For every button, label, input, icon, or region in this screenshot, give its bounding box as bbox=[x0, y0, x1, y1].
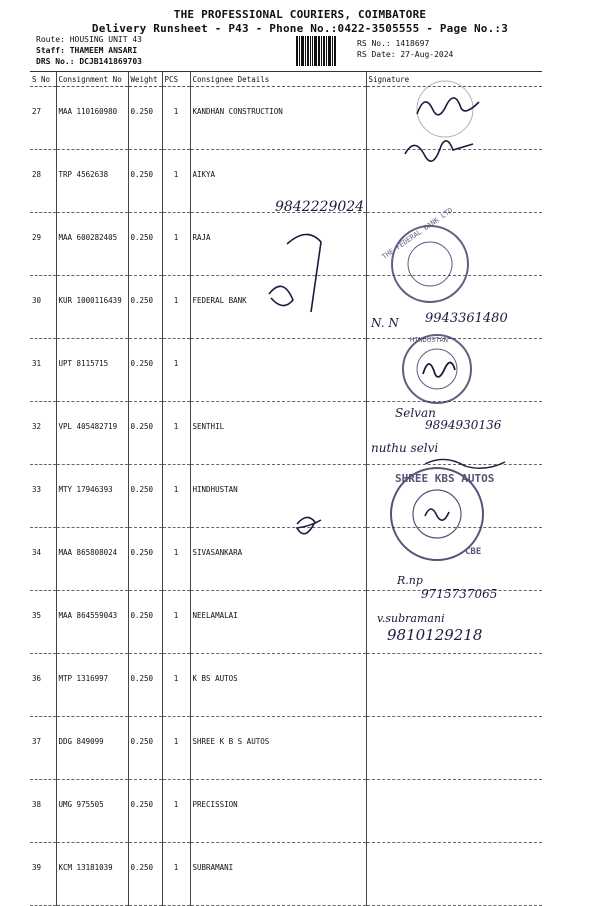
row-signature-cell bbox=[366, 843, 542, 906]
rs-date-value: 27-Aug-2024 bbox=[400, 50, 454, 59]
table-row bbox=[30, 780, 542, 843]
row-consignment-no: UMG 975505 bbox=[56, 780, 128, 843]
row-consignee-name: RAJA bbox=[190, 213, 366, 276]
row-sno: 36 bbox=[30, 654, 56, 717]
runsheet-subtitle: Delivery Runsheet - P43 - Phone No.:0422-3505555 - Page No.:3 bbox=[91, 22, 509, 35]
row-sno: 35 bbox=[30, 591, 56, 654]
rs-date-label: RS Date: bbox=[357, 50, 396, 59]
table-row bbox=[30, 276, 542, 339]
row-pcs: 1 bbox=[162, 465, 190, 528]
route-value: HOUSING UNIT 43 bbox=[69, 35, 142, 44]
row-weight: 0.250 bbox=[128, 654, 162, 717]
row-consignee-name: NEELAMALAI bbox=[190, 591, 366, 654]
col-pcs-header: PCS bbox=[162, 72, 190, 87]
row-consignment-no: MAA 865808024 bbox=[56, 528, 128, 591]
rs-date-info bbox=[357, 49, 453, 60]
stamp-kbs-city-text: CBE bbox=[465, 547, 482, 557]
row-consignee-name: HINDHUSTAN bbox=[190, 465, 366, 528]
col-weight-header: Weight bbox=[128, 72, 162, 87]
row-signature-cell bbox=[366, 402, 542, 465]
signature-raja-phone: 9842229024 bbox=[275, 199, 365, 215]
signature-senthil-name: N. N bbox=[371, 316, 399, 330]
drs-label: DRS No.: bbox=[36, 57, 75, 66]
row-pcs: 1 bbox=[162, 87, 190, 150]
row-sno: 37 bbox=[30, 717, 56, 780]
row-weight: 0.250 bbox=[128, 528, 162, 591]
row-weight: 0.250 bbox=[128, 717, 162, 780]
signature-senthil-phone: 9943361480 bbox=[425, 311, 508, 326]
signature-precission-name: R.np bbox=[397, 574, 423, 587]
row-signature-cell bbox=[366, 654, 542, 717]
row-weight: 0.250 bbox=[128, 591, 162, 654]
row-consignee-name: AIKYA bbox=[190, 150, 366, 213]
row-consignment-no: UPT 8115715 bbox=[56, 339, 128, 402]
company-title: THE PROFESSIONAL COURIERS, COIMBATORE bbox=[173, 8, 427, 21]
row-signature-cell bbox=[366, 717, 542, 780]
row-weight: 0.250 bbox=[128, 465, 162, 528]
signature-neelamalai: nuthu selvi bbox=[371, 441, 439, 455]
row-pcs: 1 bbox=[162, 591, 190, 654]
row-pcs: 1 bbox=[162, 654, 190, 717]
row-signature-cell bbox=[366, 213, 542, 276]
table-row bbox=[30, 591, 542, 654]
row-pcs: 1 bbox=[162, 717, 190, 780]
table-row bbox=[30, 339, 542, 402]
signature-sivasankara-name: Selvan bbox=[395, 406, 436, 420]
row-consignment-no: MTP 1316997 bbox=[56, 654, 128, 717]
col-consignee-header: Consignee Details bbox=[190, 72, 366, 87]
row-consignment-no: MAA 110160980 bbox=[56, 87, 128, 150]
col-signature-header: Signature bbox=[366, 72, 542, 87]
rs-no-label: RS No.: bbox=[357, 39, 391, 48]
row-pcs: 1 bbox=[162, 213, 190, 276]
row-consignment-no: KUR 1000116439 bbox=[56, 276, 128, 339]
row-sno: 29 bbox=[30, 213, 56, 276]
row-signature-cell bbox=[366, 87, 542, 150]
route-label: Route: bbox=[36, 35, 65, 44]
row-consignee-name: SHREE K B S AUTOS bbox=[190, 717, 366, 780]
barcode-image bbox=[296, 36, 346, 66]
row-pcs: 1 bbox=[162, 402, 190, 465]
row-sno: 32 bbox=[30, 402, 56, 465]
table-row bbox=[30, 213, 542, 276]
row-sno: 27 bbox=[30, 87, 56, 150]
row-sno: 38 bbox=[30, 780, 56, 843]
col-consignment-header: Consignment No bbox=[56, 72, 128, 87]
signature-precission-phone: 9715737065 bbox=[421, 587, 498, 601]
signature-subramani-name: v.subramani bbox=[377, 612, 445, 625]
row-consignee-name: SENTHIL bbox=[190, 402, 366, 465]
row-consignee-name: SIVASANKARA bbox=[190, 528, 366, 591]
row-weight: 0.250 bbox=[128, 213, 162, 276]
row-sno: 28 bbox=[30, 150, 56, 213]
drs-value: DCJB141869703 bbox=[79, 57, 142, 66]
row-consignee-name: PRECISSION bbox=[190, 780, 366, 843]
row-pcs: 1 bbox=[162, 780, 190, 843]
row-consignment-no: TRP 4562638 bbox=[56, 150, 128, 213]
row-pcs: 1 bbox=[162, 528, 190, 591]
runsheet-table bbox=[30, 71, 542, 906]
row-sno: 33 bbox=[30, 465, 56, 528]
row-weight: 0.250 bbox=[128, 150, 162, 213]
row-weight: 0.250 bbox=[128, 276, 162, 339]
table-row bbox=[30, 843, 542, 906]
row-consignee-name: FEDERAL BANK bbox=[190, 276, 366, 339]
col-sno-header: S No bbox=[30, 72, 56, 87]
row-pcs: 1 bbox=[162, 843, 190, 906]
table-row bbox=[30, 717, 542, 780]
row-consignee-name: KANDHAN CONSTRUCTION bbox=[190, 87, 366, 150]
drs-info bbox=[36, 56, 142, 67]
row-weight: 0.250 bbox=[128, 780, 162, 843]
staff-value: THAMEEM ANSARI bbox=[69, 46, 138, 55]
row-consignment-no: VPL 405482719 bbox=[56, 402, 128, 465]
row-consignee-name: K BS AUTOS bbox=[190, 654, 366, 717]
table-row bbox=[30, 402, 542, 465]
row-sno: 30 bbox=[30, 276, 56, 339]
row-pcs: 1 bbox=[162, 339, 190, 402]
row-weight: 0.250 bbox=[128, 843, 162, 906]
row-signature-cell bbox=[366, 276, 542, 339]
row-signature-cell bbox=[366, 150, 542, 213]
row-signature-cell bbox=[366, 528, 542, 591]
table-row bbox=[30, 150, 542, 213]
stamp-hindhustan-text: HINDUSTAN bbox=[410, 336, 448, 344]
row-consignee-name: SUBRAMANI bbox=[190, 843, 366, 906]
row-weight: 0.250 bbox=[128, 402, 162, 465]
row-signature-cell bbox=[366, 780, 542, 843]
signature-sivasankara-phone: 9894930136 bbox=[425, 418, 502, 432]
row-weight: 0.250 bbox=[128, 339, 162, 402]
rs-no-value: 1418697 bbox=[395, 39, 430, 48]
table-row bbox=[30, 465, 542, 528]
row-consignment-no: MAA 600282405 bbox=[56, 213, 128, 276]
row-sno: 34 bbox=[30, 528, 56, 591]
table-row bbox=[30, 87, 542, 150]
row-consignment-no: MAA 864559043 bbox=[56, 591, 128, 654]
table-header-row bbox=[30, 72, 542, 87]
row-weight: 0.250 bbox=[128, 87, 162, 150]
signature-subramani-phone: 9810129218 bbox=[387, 626, 483, 644]
row-consignment-no: DDG 849099 bbox=[56, 717, 128, 780]
staff-info bbox=[36, 45, 137, 56]
row-consignment-no: KCM 13181039 bbox=[56, 843, 128, 906]
staff-label: Staff: bbox=[36, 46, 65, 55]
row-consignee-name bbox=[190, 339, 366, 402]
stamp-federal-bank-text: THE FEDERAL BANK LTD bbox=[380, 206, 455, 262]
row-sno: 39 bbox=[30, 843, 56, 906]
table-row bbox=[30, 528, 542, 591]
row-signature-cell bbox=[366, 591, 542, 654]
row-pcs: 1 bbox=[162, 150, 190, 213]
rs-no-info bbox=[357, 38, 429, 49]
row-consignment-no: MTY 17946393 bbox=[56, 465, 128, 528]
row-signature-cell bbox=[366, 465, 542, 528]
stamp-kbs-autos-text: SHREE KBS AUTOS bbox=[395, 472, 495, 485]
route-info bbox=[36, 34, 142, 45]
table-row bbox=[30, 654, 542, 717]
row-pcs: 1 bbox=[162, 276, 190, 339]
row-signature-cell bbox=[366, 339, 542, 402]
row-sno: 31 bbox=[30, 339, 56, 402]
